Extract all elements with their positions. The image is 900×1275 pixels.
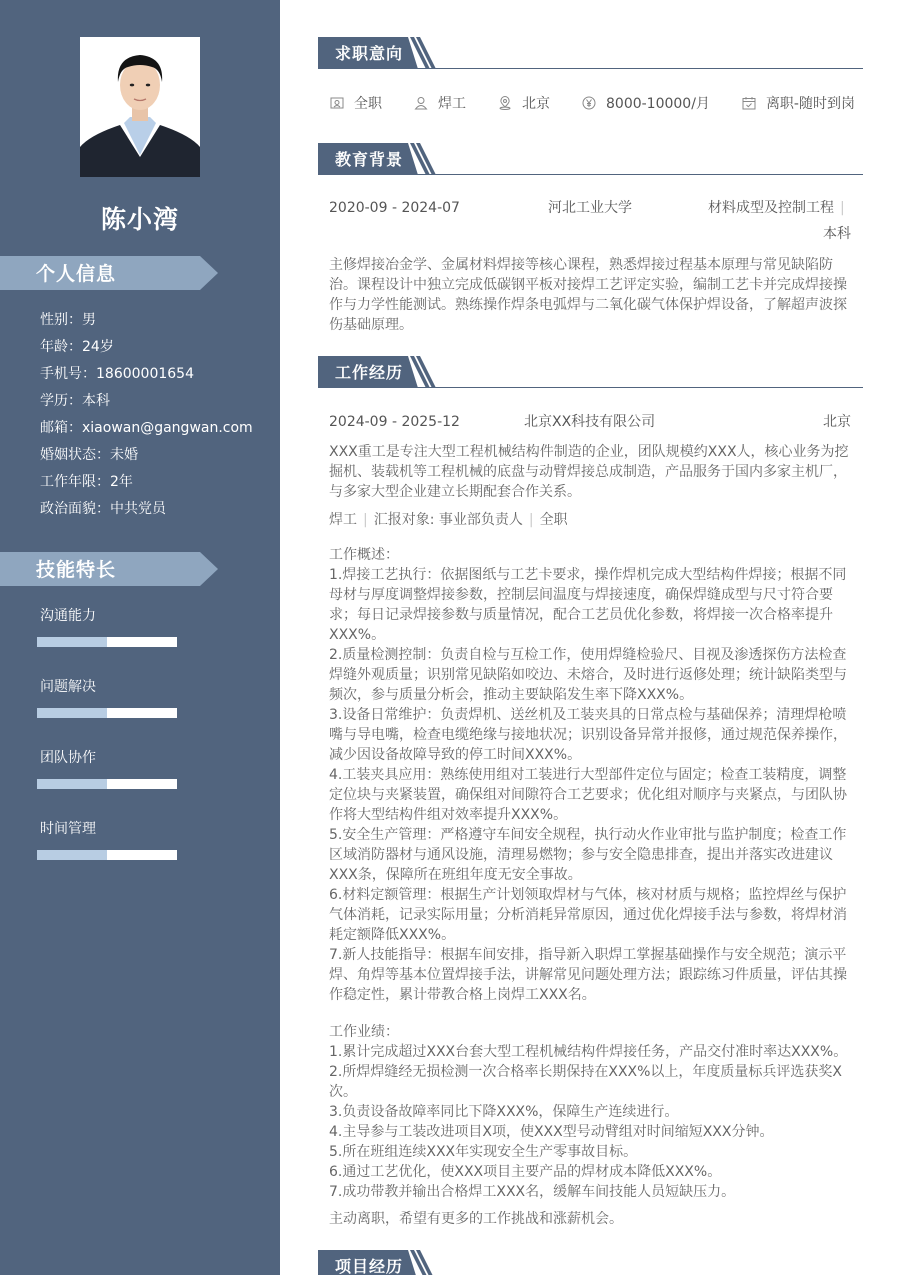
text-line: XXX重工是专注大型工程机械结构件制造的企业，团队规模约XXX人，核心业务为挖	[329, 444, 849, 460]
text-line: 主修焊接冶金学、金属材料焊接等核心课程，熟悉焊接过程基本原理与常见缺陷防	[329, 257, 833, 273]
section-header-work	[318, 356, 863, 388]
intent-text: 焊工	[438, 96, 466, 112]
text-line: 7.新人技能指导：根据车间安排，指导新入职焊工掌握基础操作与安全规范；演示平	[329, 947, 847, 963]
info-experience: 工作年限：2年	[40, 474, 133, 490]
text-line: 求；每日记录焊接参数与质量情况，配合工艺员优化参数，将焊接一次合格率提升	[329, 607, 833, 623]
text-line: XXX条，保障所在班组年度无安全事故。	[329, 867, 582, 883]
text-line: 4.主导参与工装改进项目X项，使XXX型号动臂组对时间缩短XXX分钟。	[329, 1124, 774, 1140]
intent-salary	[582, 93, 710, 113]
text-line: 治。课程设计中独立完成低碳钢平板对接焊工艺评定实验，编制工艺卡并完成焊接操	[329, 277, 847, 293]
text-line: 耗定额降低XXX%。	[329, 927, 456, 943]
info-education: 学历：本科	[40, 393, 110, 409]
intent-text: 8000-10000/月	[606, 96, 710, 112]
skill-bar-fill	[37, 708, 107, 718]
text-line: 主动离职，希望有更多的工作挑战和涨薪机会。	[329, 1211, 623, 1227]
text-line: 6.通过工艺优化，使XXX项目主要产品的焊材成本降低XXX%。	[329, 1164, 722, 1180]
info-age: 年龄：24岁	[40, 339, 114, 355]
personal-info-title	[0, 256, 218, 290]
text-line: 气体消耗，记录实际用量；分析消耗异常原因，通过优化焊接手法与参数，将焊材消	[329, 907, 847, 923]
info-marital: 婚姻状态：未婚	[40, 447, 138, 463]
skill-bar	[37, 637, 177, 647]
tag-type: 全职	[539, 512, 568, 528]
text-line: 2.所焊焊缝经无损检测一次合格率长期保持在XXX%以上，年度质量标兵评选获奖X	[329, 1064, 843, 1080]
skill-item	[37, 677, 177, 697]
education-school: 河北工业大学	[548, 200, 632, 216]
location-icon	[498, 96, 512, 110]
leave-reason	[329, 1209, 851, 1229]
text-line: XXX%。	[329, 627, 386, 643]
text-line: 区域消防器材与通风设施，清理易燃物；参与安全隐患排查，提出并落实改进建议	[329, 847, 833, 863]
skill-item	[37, 606, 177, 626]
text-line: 嘴与导电嘴，检查电缆绝缘与接地状况；识别设备异常并报修，通过规范保养操作，	[329, 727, 847, 743]
company-intro	[329, 442, 851, 502]
text-line: 频次，参与质量分析会，推动主要缺陷发生率下降XXX%。	[329, 687, 694, 703]
skill-bar	[37, 779, 177, 789]
section-tab	[318, 143, 440, 175]
tag-position: 焊工	[329, 512, 357, 528]
section-title: 项目经历	[335, 1257, 404, 1275]
candidate-name: 陈小湾	[100, 205, 179, 234]
work-row	[329, 412, 851, 432]
skill-bar	[37, 708, 177, 718]
section-title: 教育背景	[335, 150, 404, 169]
yen-icon	[582, 96, 596, 110]
text-line: 作稳定性，累计带教合格上岗焊工XXX名。	[329, 987, 596, 1003]
text-line: 1.累计完成超过XXX台套大型工程机械结构件焊接任务，产品交付准时率达XXX%。	[329, 1044, 848, 1060]
section-tab	[318, 1250, 440, 1275]
section-title: 工作经历	[335, 363, 404, 382]
intent-position	[414, 93, 466, 113]
job-intent-row	[330, 92, 887, 114]
text-line: 定位块与夹紧装置，确保组对间隙符合工艺要求；优化组对顺序与夹紧点，与团队协	[329, 787, 847, 803]
text-line: 5.所在班组连续XXX年实现安全生产零事故目标。	[329, 1144, 638, 1160]
section-header-intent	[318, 37, 863, 69]
skills-heading: 技能特长	[36, 559, 117, 581]
personal-info-list	[40, 308, 253, 524]
briefcase-icon	[330, 96, 344, 110]
text-line: 减少因设备故障导致的停工时间XXX%。	[329, 747, 582, 763]
personal-info-heading: 个人信息	[36, 263, 117, 285]
text-line: 焊、角焊等基本位置焊接手法，讲解常见问题处理方法；跟踪练习件质量，评估其操	[329, 967, 847, 983]
info-phone: 手机号：18600001654	[40, 366, 194, 382]
text-line: 伤基础原理。	[329, 317, 413, 333]
text-line: 焊缝外观质量；识别常见缺陷如咬边、未熔合，及时进行返修处理；统计缺陷类型与	[329, 667, 847, 683]
education-description	[329, 255, 851, 335]
text-line: 7.成功带教并输出合格焊工XXX名，缓解车间技能人员短缺压力。	[329, 1184, 736, 1200]
calendar-icon	[742, 96, 756, 110]
work-company: 北京XX科技有限公司	[524, 414, 656, 430]
text-line: 1.焊接工艺执行：依据图纸与工艺卡要求，操作焊机完成大型结构件焊接；根据不同	[329, 567, 847, 583]
education-major-wrap	[708, 198, 851, 218]
skill-label: 团队协作	[40, 750, 96, 766]
education-degree: 本科	[823, 226, 851, 242]
info-gender: 性别：男	[40, 312, 96, 328]
skill-bar-fill	[37, 779, 107, 789]
text-line: 次。	[329, 1084, 357, 1100]
separator: |	[840, 200, 845, 216]
achievements-title: 工作业绩：	[329, 1024, 399, 1040]
text-line: 作将大型结构件组对效率提升XXX%。	[329, 807, 568, 823]
text-line: 与多家大型企业建立长期配套合作关系。	[329, 484, 581, 500]
intent-text: 离职-随时到岗	[765, 96, 855, 112]
intent-type	[330, 93, 382, 113]
work-overview	[329, 545, 851, 1005]
skill-bar-fill	[37, 637, 107, 647]
education-row	[329, 198, 851, 218]
avatar-photo	[80, 37, 200, 177]
text-line: 4.工装夹具应用：熟练使用组对工装进行大型部件定位与固定；检查工装精度，调整	[329, 767, 847, 783]
section-header-education	[318, 143, 863, 175]
skill-label: 问题解决	[40, 679, 96, 695]
text-line: 5.安全生产管理：严格遵守车间安全规程，执行动火作业审批与监护制度；检查工作	[329, 827, 847, 843]
overview-title: 工作概述：	[329, 547, 399, 563]
section-tab	[318, 37, 440, 69]
text-line: 3.负责设备故障率同比下降XXX%，保障生产连续进行。	[329, 1104, 679, 1120]
education-period: 2020-09 - 2024-07	[329, 200, 460, 216]
education-degree-row	[329, 224, 851, 244]
education-major: 材料成型及控制工程	[708, 200, 834, 216]
work-tags	[329, 510, 851, 530]
section-header-project	[318, 1250, 863, 1275]
skill-label: 沟通能力	[40, 608, 96, 624]
section-tab	[318, 356, 440, 388]
work-achievements	[329, 1022, 851, 1202]
intent-text: 北京	[522, 96, 550, 112]
separator: |	[528, 512, 534, 528]
person-icon	[414, 96, 428, 110]
intent-availability	[742, 93, 855, 113]
text-line: 2.质量检测控制：负责自检与互检工作，使用焊缝检验尺、目视及渗透探伤方法检查	[329, 647, 847, 663]
skill-bar-fill	[37, 850, 107, 860]
section-title: 求职意向	[335, 44, 404, 63]
separator: |	[363, 512, 368, 528]
text-line: 作与力学性能测试。熟练操作焊条电弧焊与二氧化碳气体保护焊设备，了解超声波探	[329, 297, 847, 313]
text-line: 母材与厚度调整焊接参数，控制层间温度与焊接速度，确保焊缝成型与尺寸符合要	[329, 587, 833, 603]
intent-city	[498, 93, 550, 113]
text-line: 掘机、装载机等工程机械的底盘与动臂焊接总成制造，产品服务于国内多家主机厂，	[329, 464, 847, 480]
work-period: 2024-09 - 2025-12	[329, 414, 460, 430]
info-political: 政治面貌：中共党员	[40, 501, 166, 517]
text-line: 6.材料定额管理：根据生产计划领取焊材与气体，核对材质与规格；监控焊丝与保护	[329, 887, 847, 903]
sidebar	[0, 0, 280, 1275]
tag-report-to: 汇报对象: 事业部负责人	[373, 512, 523, 528]
text-line: 3.设备日常维护：负责焊机、送丝机及工装夹具的日常点检与基础保养；清理焊枪喷	[329, 707, 847, 723]
skill-bar	[37, 850, 177, 860]
work-city: 北京	[823, 414, 851, 430]
skill-item	[37, 748, 177, 768]
skills-title	[0, 552, 218, 586]
portrait-icon	[80, 37, 200, 177]
skill-item	[37, 819, 177, 839]
intent-text: 全职	[354, 96, 382, 112]
skill-label: 时间管理	[40, 821, 96, 837]
info-email: 邮箱：xiaowan@gangwan.com	[40, 420, 253, 436]
